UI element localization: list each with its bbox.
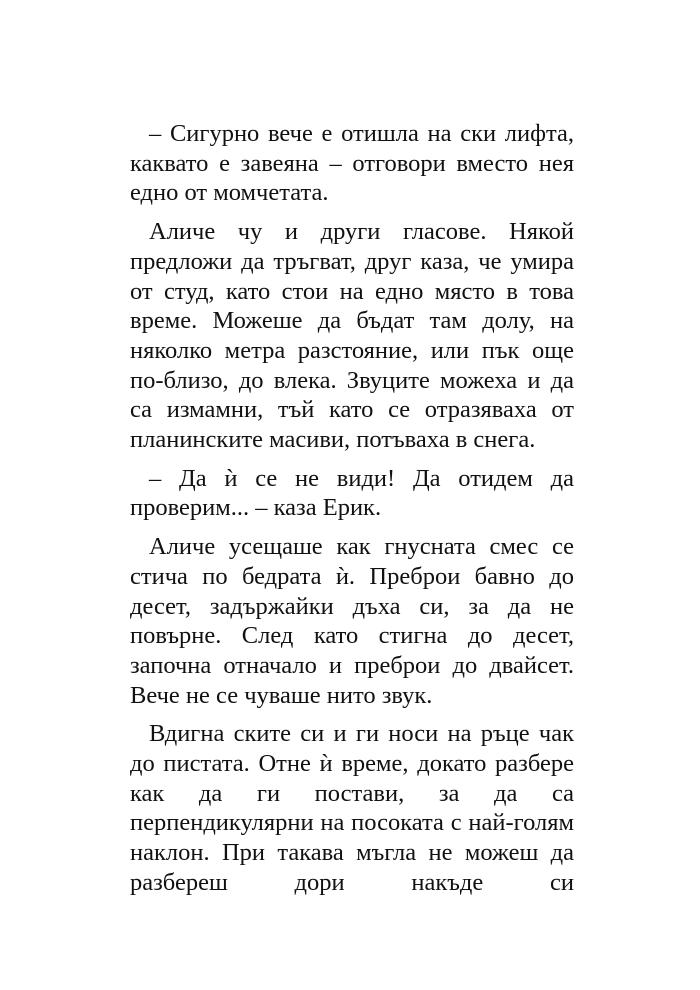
paragraph-3: – Да ѝ се не види! Да отидем да проверим... – каза Ерик. — [130, 464, 574, 522]
page-text — [130, 119, 574, 907]
paragraph-5: Вдигна ските си и ги носи на ръце чак до пистата. Отне ѝ време, докато разбере как да ги постави, за да са перпендикулярни на посоката с най-голям наклон. При такава мъгла не можеш да разбереш дори накъде си — [130, 720, 574, 896]
paragraph-1: – Сигурно вече е отишла на ски лифта, каквато е завеяна – отговори вместо нея едно от момчетата. — [130, 120, 574, 207]
paragraph-4: Аличе усещаше как гнусната смес се стича по бедрата ѝ. Преброи бавно до десет, задържайки дъха си, за да не повърне. След като стигна до десет, започна отначало и преброи до двайсет. Вече не се чуваше нито звук. — [130, 533, 574, 709]
paragraph-2: Аличе чу и други гласове. Някой предложи да тръгват, друг каза, че умира от студ, като стои на едно място в това време. Можеше да бъдат там долу, на няколко метра разстояние, или пък още по-близо, до влека. Звуците можеха и да са измамни, тъй като се отразяваха от планинските масиви, потъваха в снега. — [130, 218, 574, 454]
